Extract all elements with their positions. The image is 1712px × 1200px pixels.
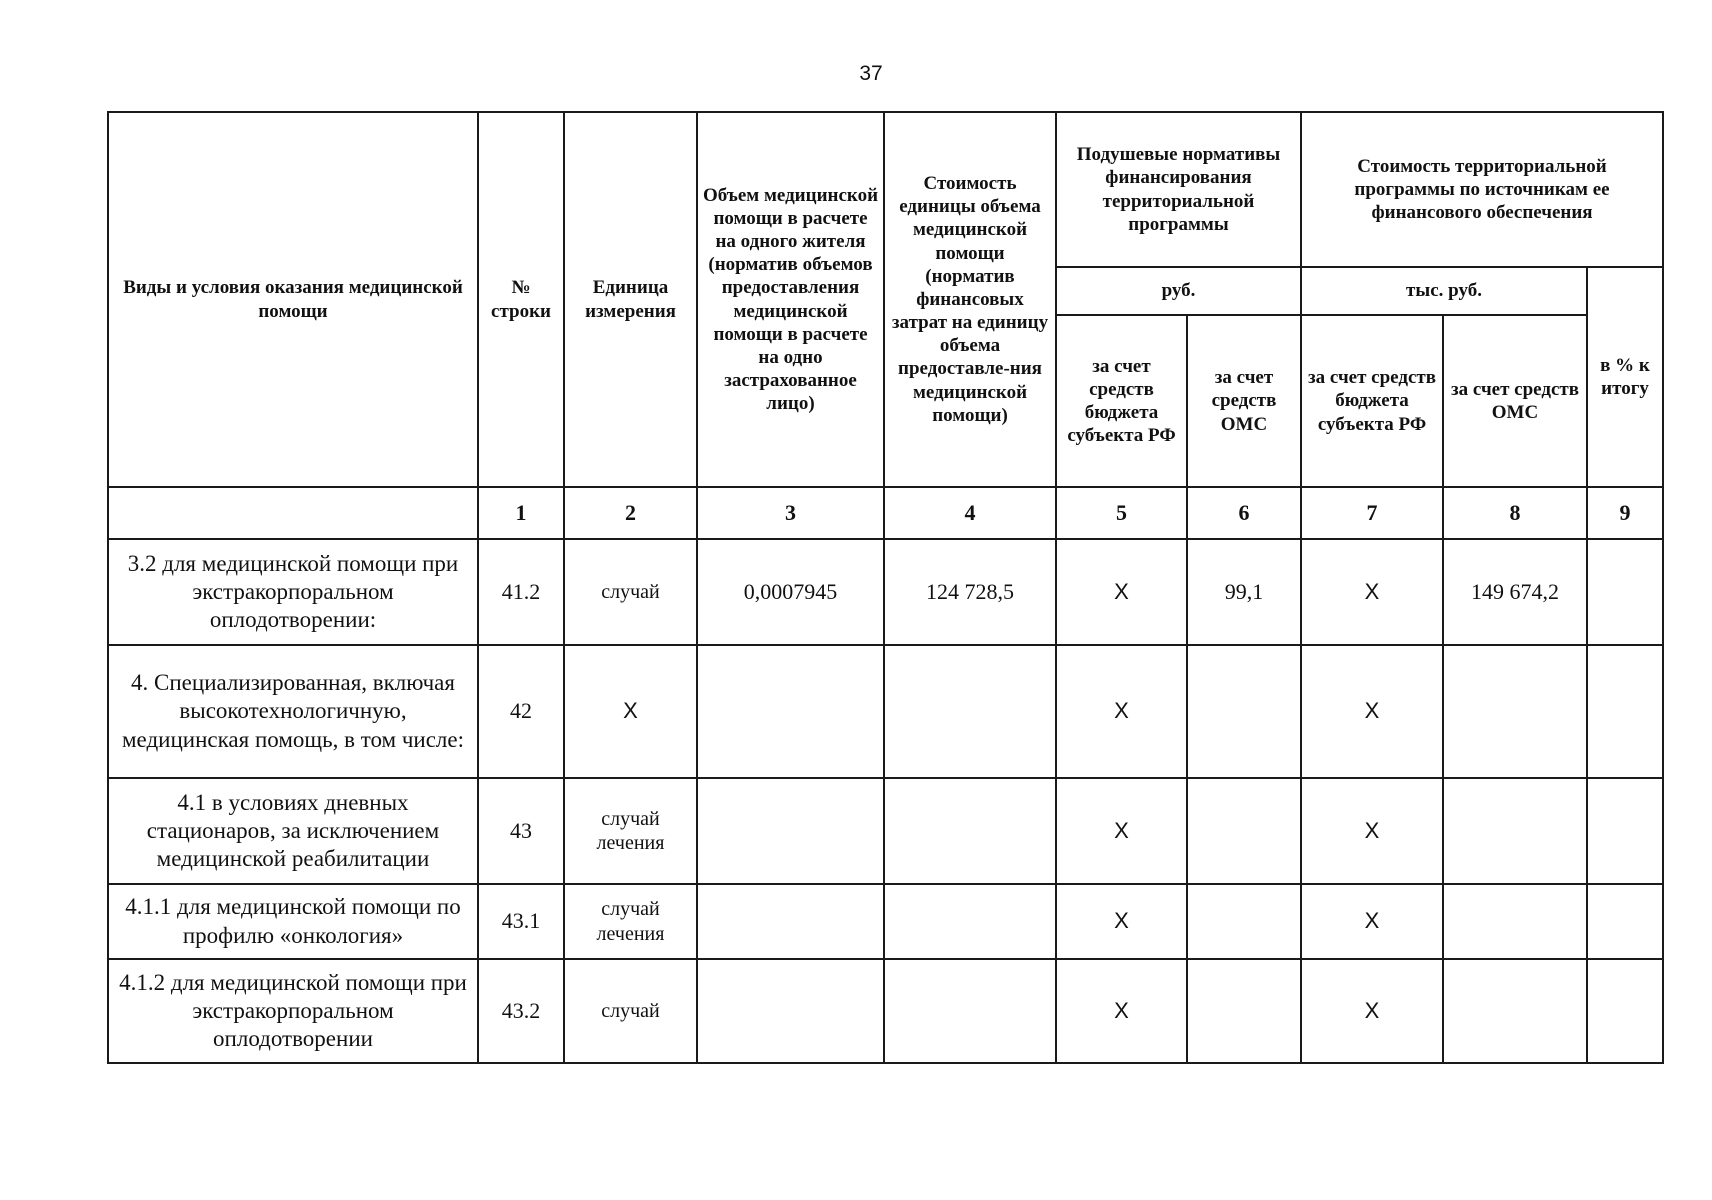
row-name: 4.1.2 для медицинской помощи при экстракорпоральном оплодотворении: [108, 959, 478, 1063]
header-unit-thousand-rub: тыс. руб.: [1301, 267, 1587, 315]
row-volume: [697, 645, 884, 778]
row-program-oms: [1443, 884, 1587, 959]
budget-table: [107, 111, 1664, 1064]
row-number: 43.2: [478, 959, 564, 1063]
row-percapita-budget: X: [1056, 645, 1187, 778]
row-program-budget: X: [1301, 645, 1443, 778]
header-name: Виды и условия оказания медицинской помощи: [108, 112, 478, 487]
row-percent: [1587, 645, 1663, 778]
column-number: [108, 487, 478, 539]
column-number: 2: [564, 487, 697, 539]
table-row: [108, 539, 1663, 645]
row-program-oms: 149 674,2: [1443, 539, 1587, 645]
row-program-oms: [1443, 645, 1587, 778]
row-percapita-budget: X: [1056, 778, 1187, 884]
row-unit: X: [564, 645, 697, 778]
row-number: 43: [478, 778, 564, 884]
row-unit: случай лечения: [564, 884, 697, 959]
row-unit-cost: [884, 884, 1056, 959]
row-unit-cost: 124 728,5: [884, 539, 1056, 645]
row-percapita-budget: X: [1056, 959, 1187, 1063]
header-row-number: № строки: [478, 112, 564, 487]
header-percent: в % к итогу: [1587, 267, 1663, 487]
header-program-budget: за счет средств бюджета субъекта РФ: [1301, 315, 1443, 487]
header-unit: Единица измерения: [564, 112, 697, 487]
table-header: [108, 112, 1663, 539]
row-percapita-oms: [1187, 884, 1301, 959]
table-row: [108, 778, 1663, 884]
row-percapita-budget: X: [1056, 884, 1187, 959]
row-percapita-oms: [1187, 778, 1301, 884]
column-number: 8: [1443, 487, 1587, 539]
row-volume: [697, 884, 884, 959]
row-percapita-oms: [1187, 959, 1301, 1063]
table-body: [108, 539, 1663, 1063]
row-percapita-oms: 99,1: [1187, 539, 1301, 645]
row-unit: случай: [564, 959, 697, 1063]
column-number: 6: [1187, 487, 1301, 539]
table-row: [108, 959, 1663, 1063]
row-number: 43.1: [478, 884, 564, 959]
row-unit-cost: [884, 645, 1056, 778]
header-program-oms: за счет средств ОМС: [1443, 315, 1587, 487]
row-percapita-budget: X: [1056, 539, 1187, 645]
row-program-oms: [1443, 778, 1587, 884]
column-number: 5: [1056, 487, 1187, 539]
row-name: 4.1 в условиях дневных стационаров, за исключением медицинской реабилитации: [108, 778, 478, 884]
header-program-cost-group: Стоимость территориальной программы по источникам ее финансового обеспечения: [1301, 112, 1663, 267]
row-name: 3.2 для медицинской помощи при экстракорпоральном оплодотворении:: [108, 539, 478, 645]
row-unit: случай лечения: [564, 778, 697, 884]
row-program-budget: X: [1301, 778, 1443, 884]
row-name: 4. Специализированная, включая высокотехнологичную, медицинская помощь, в том числе:: [108, 645, 478, 778]
row-percent: [1587, 959, 1663, 1063]
header-percapita-budget: за счет средств бюджета субъекта РФ: [1056, 315, 1187, 487]
row-name: 4.1.1 для медицинской помощи по профилю «онкология»: [108, 884, 478, 959]
header-per-capita-group: Подушевые нормативы финансирования территориальной программы: [1056, 112, 1301, 267]
row-volume: 0,0007945: [697, 539, 884, 645]
header-volume: Объем медицинской помощи в расчете на одного жителя (норматив объемов предоставления медицинской помощи в расчете на одно застрахованное лицо): [697, 112, 884, 487]
row-unit-cost: [884, 959, 1056, 1063]
column-number: 3: [697, 487, 884, 539]
table-row: [108, 884, 1663, 959]
row-volume: [697, 959, 884, 1063]
row-percent: [1587, 778, 1663, 884]
column-number-row: [108, 487, 1663, 539]
row-program-budget: X: [1301, 884, 1443, 959]
row-program-budget: X: [1301, 539, 1443, 645]
page-number: 37: [859, 62, 883, 85]
header-unit-cost: Стоимость единицы объема медицинской помощи (норматив финансовых затрат на единицу объема предоставле-ния медицинской помощи): [884, 112, 1056, 487]
row-volume: [697, 778, 884, 884]
column-number: 7: [1301, 487, 1443, 539]
column-number: 1: [478, 487, 564, 539]
row-program-oms: [1443, 959, 1587, 1063]
column-number: 4: [884, 487, 1056, 539]
row-number: 42: [478, 645, 564, 778]
header-percapita-oms: за счет средств ОМС: [1187, 315, 1301, 487]
column-number: 9: [1587, 487, 1663, 539]
header-unit-rub: руб.: [1056, 267, 1301, 315]
row-percapita-oms: [1187, 645, 1301, 778]
row-percent: [1587, 884, 1663, 959]
row-number: 41.2: [478, 539, 564, 645]
table-row: [108, 645, 1663, 778]
row-unit-cost: [884, 778, 1056, 884]
row-program-budget: X: [1301, 959, 1443, 1063]
row-percent: [1587, 539, 1663, 645]
row-unit: случай: [564, 539, 697, 645]
